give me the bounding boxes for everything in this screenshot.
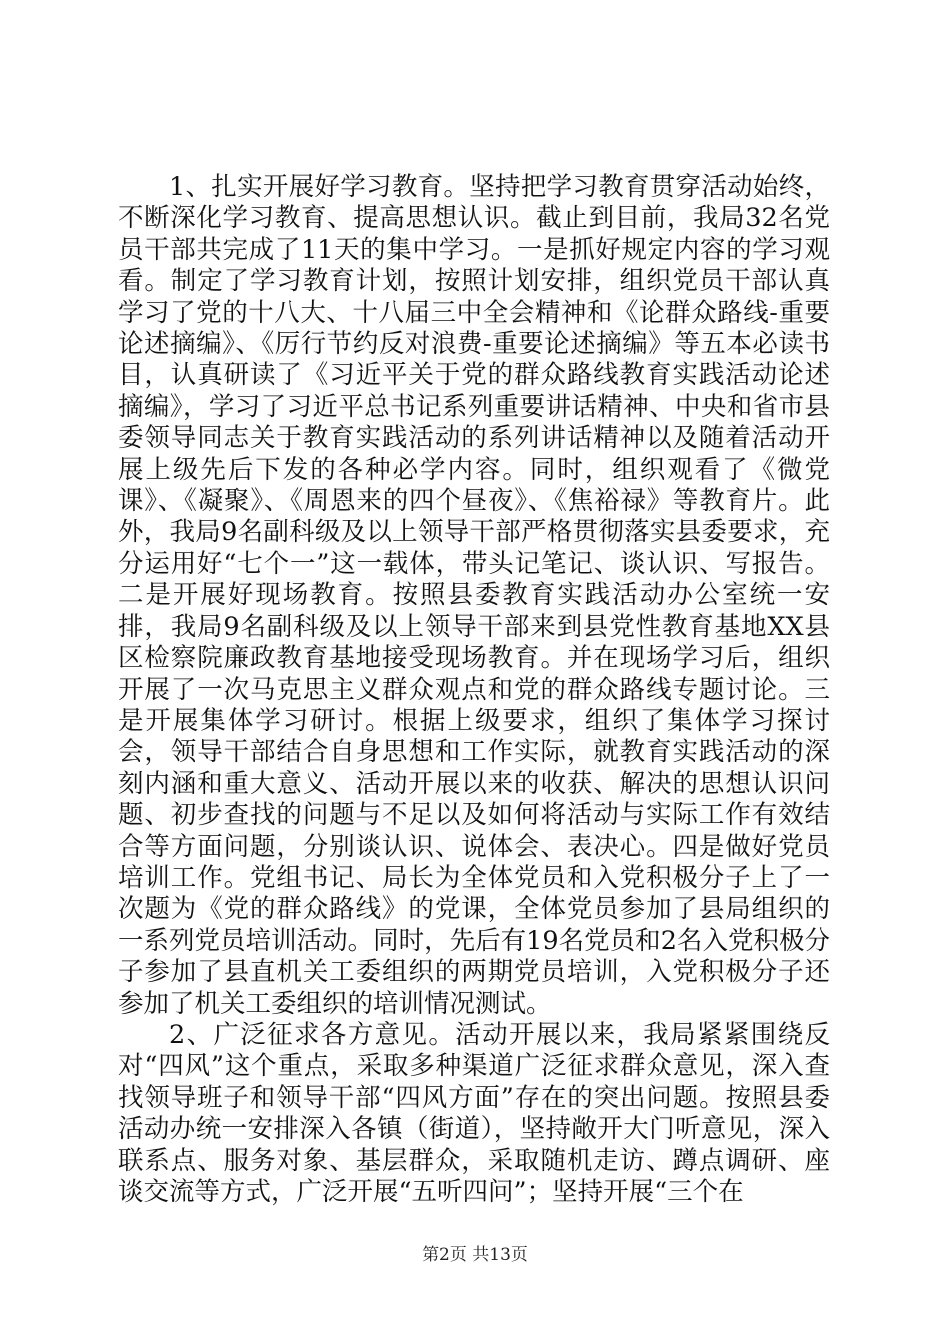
body-text <box>118 172 830 1208</box>
paragraph-1: 1、扎实开展好学习教育。坚持把学习教育贯穿活动始终，不断深化学习教育、提高思想认识。截止到目前，我局32名党员干部共完成了11天的集中学习。一是抓好规定内容的学习观看。制定了学习教育计划，按照计划安排，组织党员干部认真学习了党的十八大、十八届三中全会精神和《论群众路线-重要论述摘编》、《厉行节约反对浪费-重要论述摘编》等五本必读书目，认真研读了《习近平关于党的群众路线教育实践活动论述摘编》，学习了习近平总书记系列重要讲话精神、中央和省市县委领导同志关于教育实践活动的系列讲话精神以及随着活动开展上级先后下发的各种必学内容。同时，组织观看了《微党课》、《凝聚》、《周恩来的四个昼夜》、《焦裕禄》等教育片。此外，我局9名副科级及以上领导干部严格贯彻落实县委要求，充分运用好“七个一”这一载体，带头记笔记、谈认识、写报告。二是开展好现场教育。按照县委教育实践活动办公室统一安排，我局9名副科级及以上领导干部来到县党性教育基地XX县区检察院廉政教育基地接受现场教育。并在现场学习后，组织开展了一次马克思主义群众观点和党的群众路线专题讨论。三是开展集体学习研讨。根据上级要求，组织了集体学习探讨会，领导干部结合自身思想和工作实际，就教育实践活动的深刻内涵和重大意义、活动开展以来的收获、解决的思想认识问题、初步查找的问题与不足以及如何将活动与实际工作有效结合等方面问题，分别谈认识、说体会、表决心。四是做好党员培训工作。党组书记、局长为全体党员和入党积极分子上了一次题为《党的群众路线》的党课，全体党员参加了县局组织的一系列党员培训活动。同时，先后有19名党员和2名入党积极分子参加了县直机关工委组织的两期党员培训，入党积极分子还参加了机关工委组织的培训情况测试。 <box>118 172 830 1019</box>
page-footer: 第2页 共13页 <box>422 1245 528 1265</box>
paragraph-2: 2、广泛征求各方意见。活动开展以来，我局紧紧围绕反对“四风”这个重点，采取多种渠道广泛征求群众意见，深入查找领导班子和领导干部“四风方面”存在的突出问题。按照县委活动办统一安排深入各镇（街道），坚持敞开大门听意见，深入联系点、服务对象、基层群众，采取随机走访、蹲点调研、座谈交流等方式，广泛开展“五听四问”；坚持开展“三个在 <box>118 1019 830 1207</box>
